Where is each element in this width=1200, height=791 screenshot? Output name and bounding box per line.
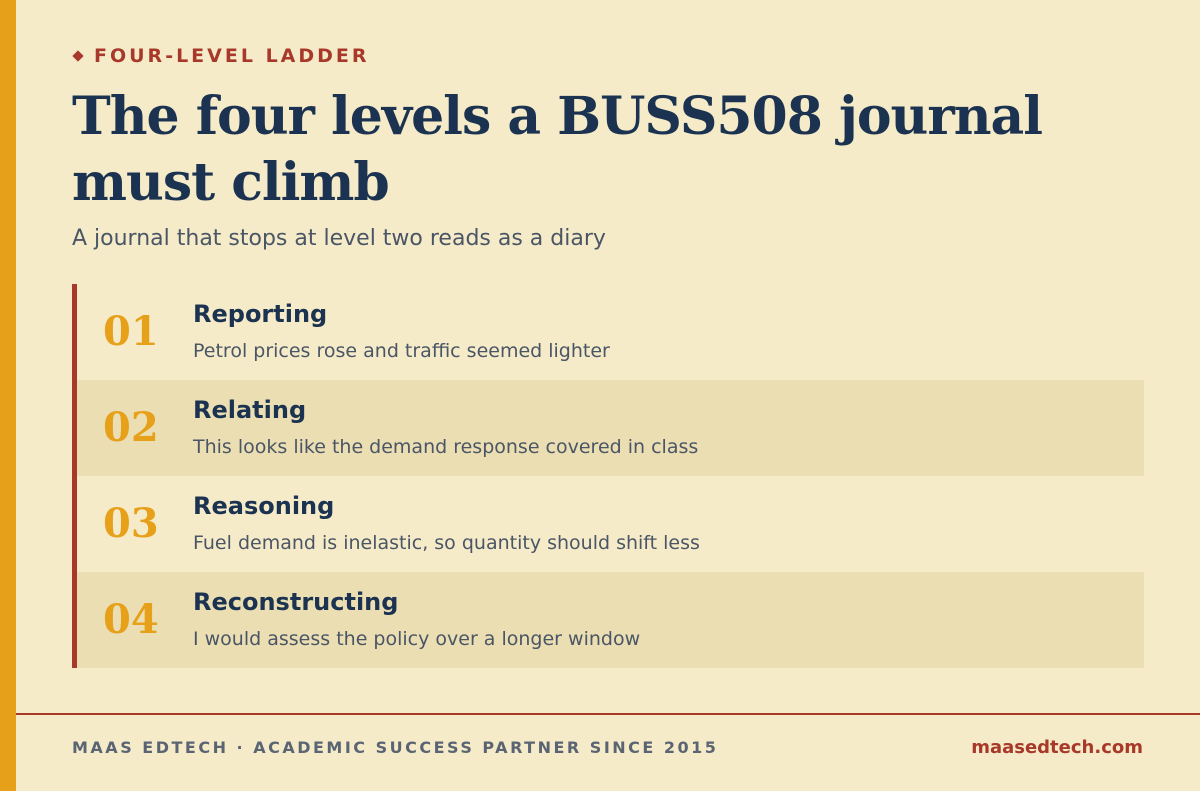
level-description: This looks like the demand response covered in class (193, 436, 699, 458)
level-number: 04 (103, 596, 159, 643)
level-title: Relating (193, 396, 307, 424)
level-row-4 (77, 572, 1144, 668)
level-ladder (72, 284, 1144, 668)
level-number: 03 (103, 500, 159, 547)
footer-tagline: MAAS EDTECH · ACADEMIC SUCCESS PARTNER SINCE 2015 (72, 738, 719, 757)
level-title: Reconstructing (193, 588, 399, 616)
level-number: 01 (103, 308, 159, 355)
level-row-1 (77, 284, 1144, 380)
page-title: The four levels a BUSS508 journal must climb (72, 86, 1042, 213)
level-description: Fuel demand is inelastic, so quantity should shift less (193, 532, 700, 554)
level-description: Petrol prices rose and traffic seemed lighter (193, 340, 610, 362)
page-subtitle: A journal that stops at level two reads as a diary (72, 226, 606, 251)
level-number: 02 (103, 404, 159, 451)
eyebrow-label: FOUR-LEVEL LADDER (94, 45, 370, 67)
level-title: Reporting (193, 300, 328, 328)
eyebrow (72, 44, 370, 68)
level-description: I would assess the policy over a longer window (193, 628, 641, 650)
accent-side-bar (0, 0, 16, 791)
diamond-bullet-icon (72, 50, 83, 61)
level-title: Reasoning (193, 492, 335, 520)
level-row-3 (77, 476, 1144, 572)
footer-divider (16, 713, 1200, 715)
footer-website-link[interactable]: maasedtech.com (971, 737, 1143, 758)
level-row-2 (77, 380, 1144, 476)
